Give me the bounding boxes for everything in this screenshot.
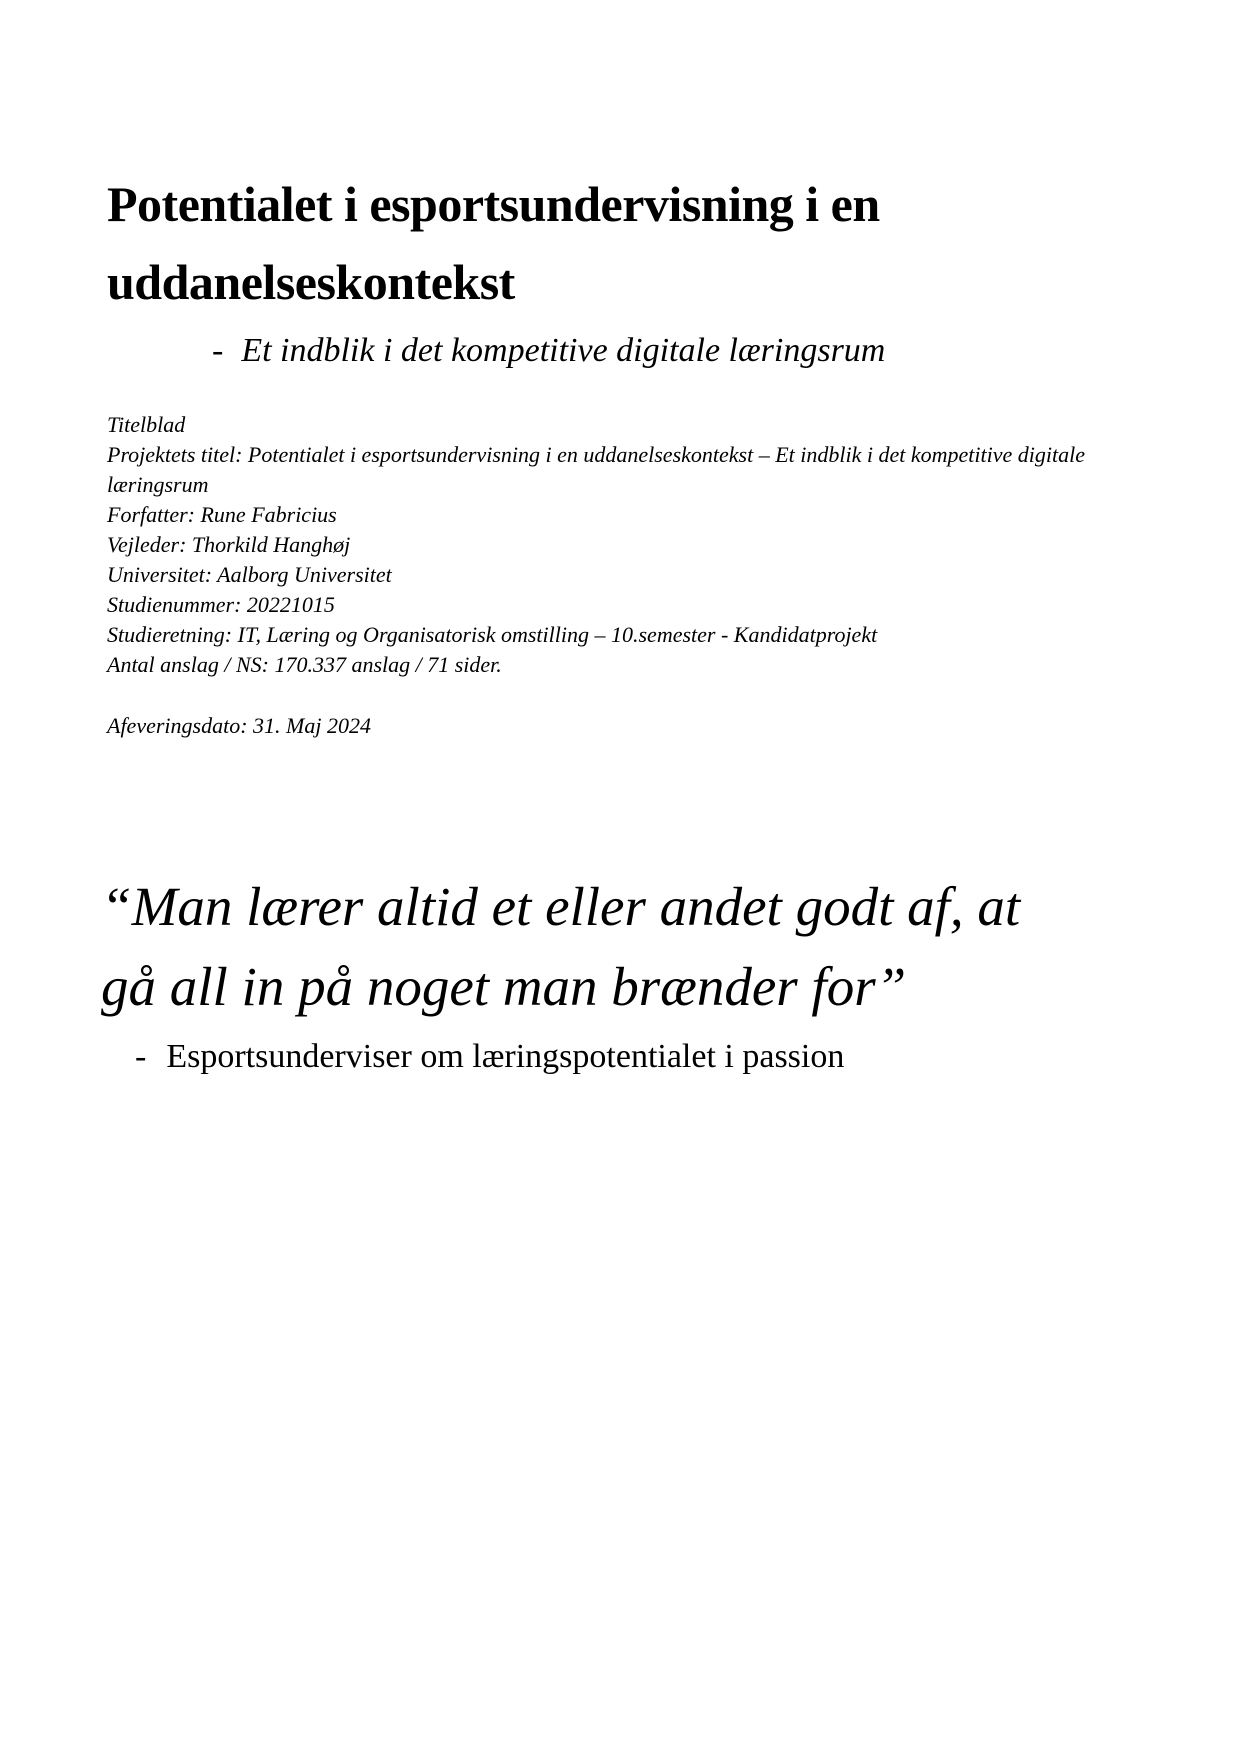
meta-university: Universitet: Aalborg Universitet [107, 562, 392, 587]
quote-line-2: gå all in på noget man brænder for” [101, 956, 907, 1017]
subtitle [107, 331, 1134, 371]
subtitle-text: Et indblik i det kompetitive digitale læringsrum [241, 332, 886, 369]
meta-titelblad: Titelblad [107, 412, 186, 437]
title-line-1: Potentialet i esportsundervisning i en [107, 176, 880, 232]
quote-attribution [107, 1035, 1134, 1079]
meta-project-title: Projektets titel: Potentialet i esportsundervisning i en uddanelseskontekst – Et indblik i det kompetitive digitale læringsrum [107, 442, 1085, 497]
attribution-dash: - [135, 1038, 147, 1075]
subtitle-dash: - [212, 332, 224, 369]
meta-author: Forfatter: Rune Fabricius [107, 502, 337, 527]
title-line-2: uddanelseskontekst [107, 254, 515, 310]
meta-character-count: Antal anslag / NS: 170.337 anslag / 71 sider. [107, 652, 502, 677]
titleblock-metadata [107, 410, 1117, 680]
quote-line-1: “Man lærer altid et eller andet godt af, at [101, 876, 1021, 937]
meta-study-programme: Studieretning: IT, Læring og Organisatorisk omstilling – 10.semester - Kandidatprojekt [107, 622, 878, 647]
page-title [107, 165, 1134, 321]
meta-supervisor: Vejleder: Thorkild Hanghøj [107, 532, 351, 557]
meta-student-number: Studienummer: 20221015 [107, 592, 335, 617]
submission-date: Afeveringsdato: 31. Maj 2024 [107, 713, 371, 738]
pull-quote [101, 867, 1134, 1027]
attribution-text: Esportsunderviser om læringspotentialet i passion [166, 1038, 845, 1075]
